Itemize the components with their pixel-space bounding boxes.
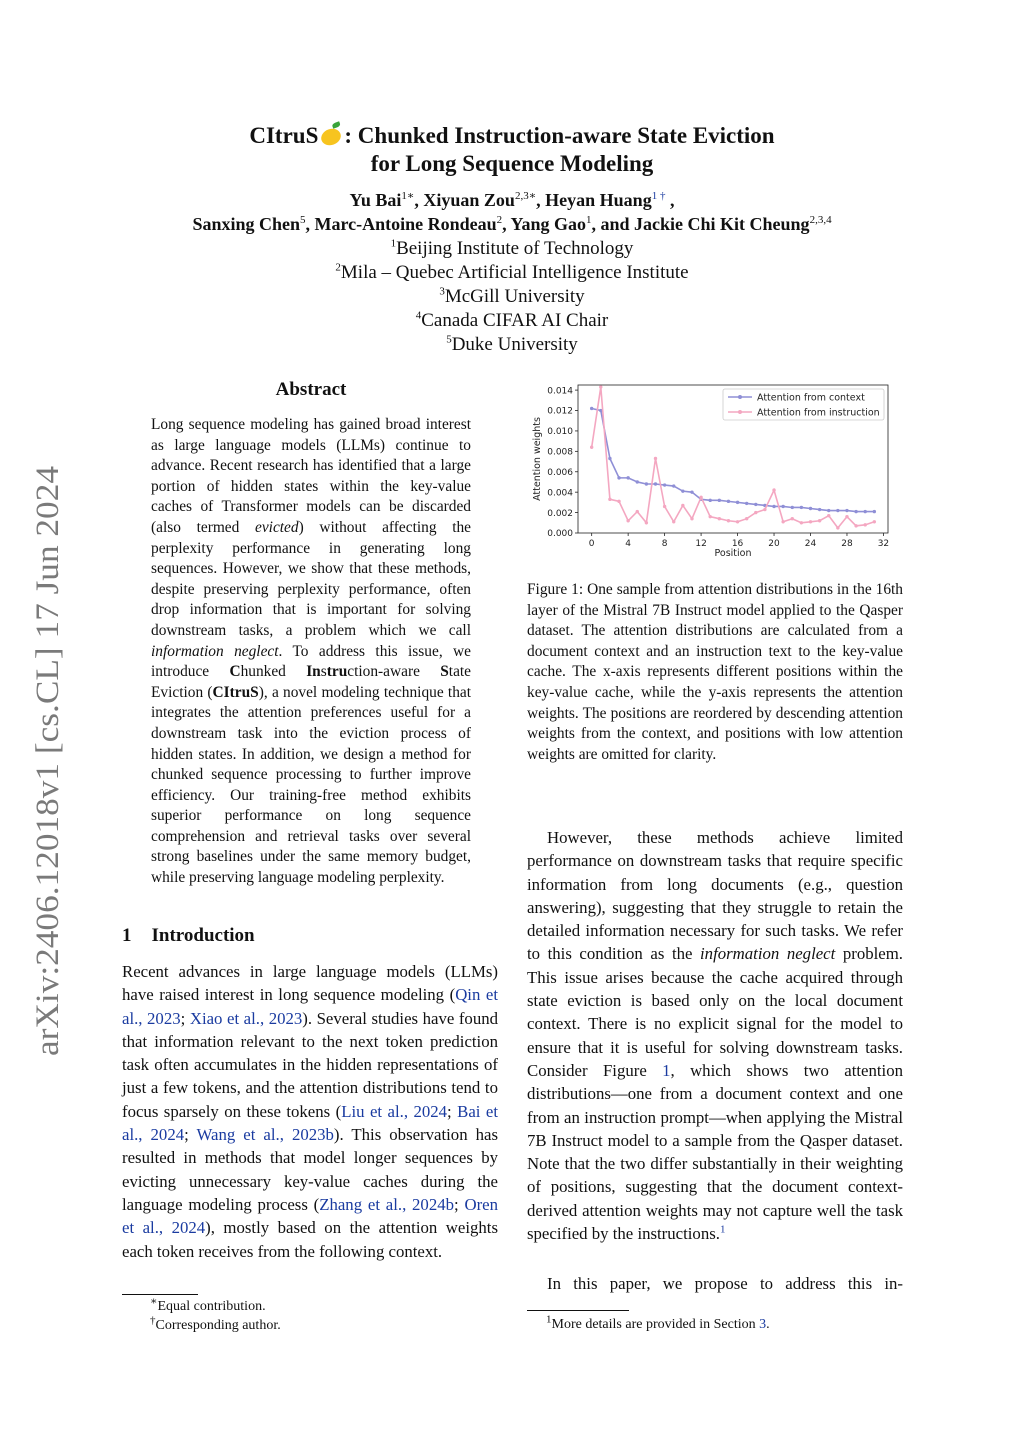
legend-label-instruction: Attention from instruction	[757, 407, 880, 419]
citation-link[interactable]: Zhang et al., 2024b	[319, 1194, 454, 1214]
data-point	[663, 483, 666, 486]
data-point	[854, 510, 857, 513]
data-point	[772, 488, 775, 491]
data-point	[873, 520, 876, 523]
introduction-paragraph: Recent advances in large language models (LLMs) have raised interest in long sequence modeling (Qin et al., 2023; Xiao et al., 2023). Several studies have found that information relevant to the next token prediction task often accumulates in the hidden representations of just a few tokens, and the attention distributions tend to focus sparsely on these tokens (Liu et al., 2024; Bai et al., 2024; Wang et al., 2023b). This observation has resulted in methods that model longer sequences by evicting unnecessary key-value caches during the language modeling process (Zhang et al., 2024b; Oren et al., 2024), mostly based on the attention weights each token receives from the following context.	[122, 962, 498, 1261]
data-point	[809, 507, 812, 510]
data-point	[590, 407, 593, 410]
footnote-equal-contribution: ∗Equal contribution.	[150, 1295, 266, 1314]
data-point	[791, 506, 794, 509]
data-point	[645, 521, 648, 524]
data-point	[599, 385, 602, 388]
data-point	[827, 509, 830, 512]
data-point	[663, 505, 666, 508]
data-point	[699, 496, 702, 499]
footnote-1: $^1$More details are provided in Section 3.	[546, 1313, 770, 1332]
data-point	[736, 520, 739, 523]
citation-link[interactable]: Wang et al., 2023b	[196, 1125, 334, 1145]
legend-label-context: Attention from context	[757, 392, 865, 404]
data-point	[727, 500, 730, 503]
footnote-rule-right	[527, 1310, 629, 1311]
legend-marker-instruction	[738, 410, 742, 414]
attention-chart-svg	[527, 381, 907, 561]
right-column-paragraph-2: In this paper, we propose to address this in-	[547, 1274, 903, 1293]
data-point	[754, 511, 757, 514]
y-axis-label: Attention weights	[532, 417, 543, 501]
y-tick-label: 0.010	[547, 427, 573, 438]
data-point	[754, 503, 757, 506]
section-heading-introduction: 1 Introduction	[122, 925, 255, 946]
y-tick-label: 0.002	[547, 508, 573, 519]
data-point	[654, 457, 657, 460]
x-tick-label: 0	[588, 539, 595, 549]
data-point	[636, 510, 639, 513]
data-point	[690, 517, 693, 520]
x-tick-label: 16	[731, 539, 744, 549]
citation-link[interactable]: Liu et al., 2024	[341, 1101, 448, 1121]
figure-1-caption: Figure 1: One sample from attention distributions in the 16th layer of the Mistral 7B Instruct model applied to the Qasper dataset. The attention distributions are calculated from a document context and an instruction text to the key-value cache. The x-axis represents different positions within the key-value cache, while the y-axis represents the attention weights. The positions are reordered by descending attention weights from the context, and positions with low attention weights are omitted for clarity.	[527, 581, 903, 763]
figure-1-chart	[527, 381, 907, 561]
data-point	[636, 480, 639, 483]
data-point	[827, 514, 830, 517]
data-point	[800, 521, 803, 524]
data-point	[763, 508, 766, 511]
data-point	[818, 519, 821, 522]
y-tick-label: 0.008	[547, 447, 573, 458]
abstract-body: Long sequence modeling has gained broad interest as large language models (LLMs) continue to advance. Recent research has identified that a large portion of hidden states within the key-value caches of Transformer models can be discarded (also termed evicted) without affecting the perplexity performance in generating long sequences. However, we show that these methods, despite preserving perplexity performance, often drop information that is important for solving downstream tasks, a problem which we call information neglect. To address this issue, we introduce Chunked Instruction-aware State Eviction (CItruS), a novel modeling technique that integrates the attention preferences useful for a downstream task into the eviction process of hidden states. In addition, we design a method for chunked sequence processing to further improve efficiency. Our training-free method exhibits superior performance on long sequence comprehension and retrieval tasks over several strong baselines under the same memory budget, while preserving language modeling perplexity.	[151, 416, 472, 887]
abstract-heading: Abstract	[275, 379, 347, 400]
data-point	[590, 446, 593, 449]
paper-title-line-2: for Long Sequence Modeling	[370, 151, 654, 176]
data-point	[709, 515, 712, 518]
x-tick-label: 28	[841, 539, 853, 549]
data-point	[608, 457, 611, 460]
x-tick-label: 4	[625, 539, 632, 549]
y-tick-label: 0.000	[547, 529, 573, 540]
data-point	[626, 519, 629, 522]
citation-link[interactable]: Qin et al., 2023	[122, 985, 498, 1028]
data-point	[645, 482, 648, 485]
data-point	[626, 476, 629, 479]
y-tick-label: 0.006	[547, 467, 573, 478]
data-point	[718, 517, 721, 520]
x-tick-label: 24	[804, 539, 817, 549]
data-point	[809, 520, 812, 523]
lemon-icon	[319, 126, 343, 148]
data-point	[791, 517, 794, 520]
y-tick-label: 0.014	[547, 386, 573, 397]
data-point	[718, 499, 721, 502]
affiliation-4: $^4$Canada CIFAR AI Chair	[415, 309, 609, 331]
data-point	[845, 509, 848, 512]
data-point	[745, 517, 748, 520]
footnote-corresponding-author: †Corresponding author.	[150, 1314, 281, 1333]
author-line-1: Yu Bai$^{1∗}$, Xiyuan Zou$^{2,3∗}$, Heyan Huang$^{1 \dagger}$ ,	[349, 190, 675, 210]
affiliation-5: $^5$Duke University	[446, 333, 578, 355]
data-point	[772, 505, 775, 508]
x-tick-label: 32	[877, 539, 890, 549]
data-point	[873, 510, 876, 513]
footnote-rule-left	[122, 1294, 198, 1295]
data-point	[800, 506, 803, 509]
figure-reference-link[interactable]: 1	[662, 1060, 671, 1080]
data-point	[690, 490, 693, 493]
data-point	[608, 498, 611, 501]
data-point	[736, 501, 739, 504]
x-axis-label: Position	[714, 548, 752, 559]
citation-link[interactable]: Xiao et al., 2023	[189, 1008, 303, 1028]
data-point	[681, 504, 684, 507]
author-line-2: Sanxing Chen$^5$, Marc-Antoine Rondeau$^2$, Yang Gao$^1$, and Jackie Chi Kit Cheung$^{2,3,4}$	[192, 214, 832, 234]
x-tick-label: 20	[768, 539, 780, 549]
svg-text:arXiv:2406.12018v1 [cs.CL] 1: arXiv:2406.12018v1 [cs.CL] 17 Jun 2024	[30, 504, 66, 1056]
paper-title-line-1: CItruS : Chunked Instruction-aware State Eviction	[249, 123, 775, 148]
x-tick-label: 8	[661, 539, 668, 549]
data-point	[654, 482, 657, 485]
data-point	[836, 526, 839, 529]
affiliation-1: $^1$Beijing Institute of Technology	[390, 237, 634, 259]
data-point	[709, 499, 712, 502]
data-point	[781, 505, 784, 508]
data-point	[617, 476, 620, 479]
chart-legend	[723, 389, 884, 420]
citation-link[interactable]: Oren et al., 2024	[122, 1194, 498, 1238]
legend-marker-context	[738, 395, 742, 399]
footnote-1-mark[interactable]: 1	[719, 1223, 726, 1236]
y-tick-label: 0.004	[547, 488, 573, 499]
data-point	[836, 509, 839, 512]
data-point	[672, 520, 675, 523]
data-point	[745, 502, 748, 505]
data-point	[672, 484, 675, 487]
y-tick-label: 0.012	[547, 406, 573, 417]
data-point	[845, 515, 848, 518]
data-point	[818, 508, 821, 511]
data-point	[727, 519, 730, 522]
series-line-context	[592, 408, 875, 511]
section-reference-link[interactable]: 3	[759, 1317, 767, 1332]
data-point	[681, 489, 684, 492]
affiliation-2: $^2$Mila – Quebec Artificial Intelligence Institute	[335, 261, 689, 283]
data-point	[854, 524, 857, 527]
right-column-paragraph-1: However, these methods achieve limited performance on downstream tasks that require specific information from long documents (e.g., question answering), suggesting that they struggle to retain the detailed information necessary for such tasks. We refer to this condition as the information neglect problem. This issue arises because the cache acquired through state eviction is based only on the local document context. There is no explicit signal for the model to ensure that it is useful for solving downstream tasks. Consider Figure 1, which shows two attention distributions—one from a document context and one from an instruction prompt—when applying the Mistral 7B Instruct model to a sample from the Qasper dataset. Note that the two differ substantially in their weighting of positions, suggesting that the document context-derived attention weights may not capture well the task specified by the instructions.$^1$	[527, 828, 903, 1244]
data-point	[781, 520, 784, 523]
paper-name: CItruS	[249, 123, 319, 148]
citation-link[interactable]: Bai et al., 2024	[122, 1101, 498, 1145]
affiliation-3: $^3$McGill University	[439, 285, 585, 307]
data-point	[864, 510, 867, 513]
data-point	[864, 523, 867, 526]
arxiv-identifier	[20, 460, 70, 1060]
x-tick-label: 12	[695, 539, 707, 549]
data-point	[617, 500, 620, 503]
